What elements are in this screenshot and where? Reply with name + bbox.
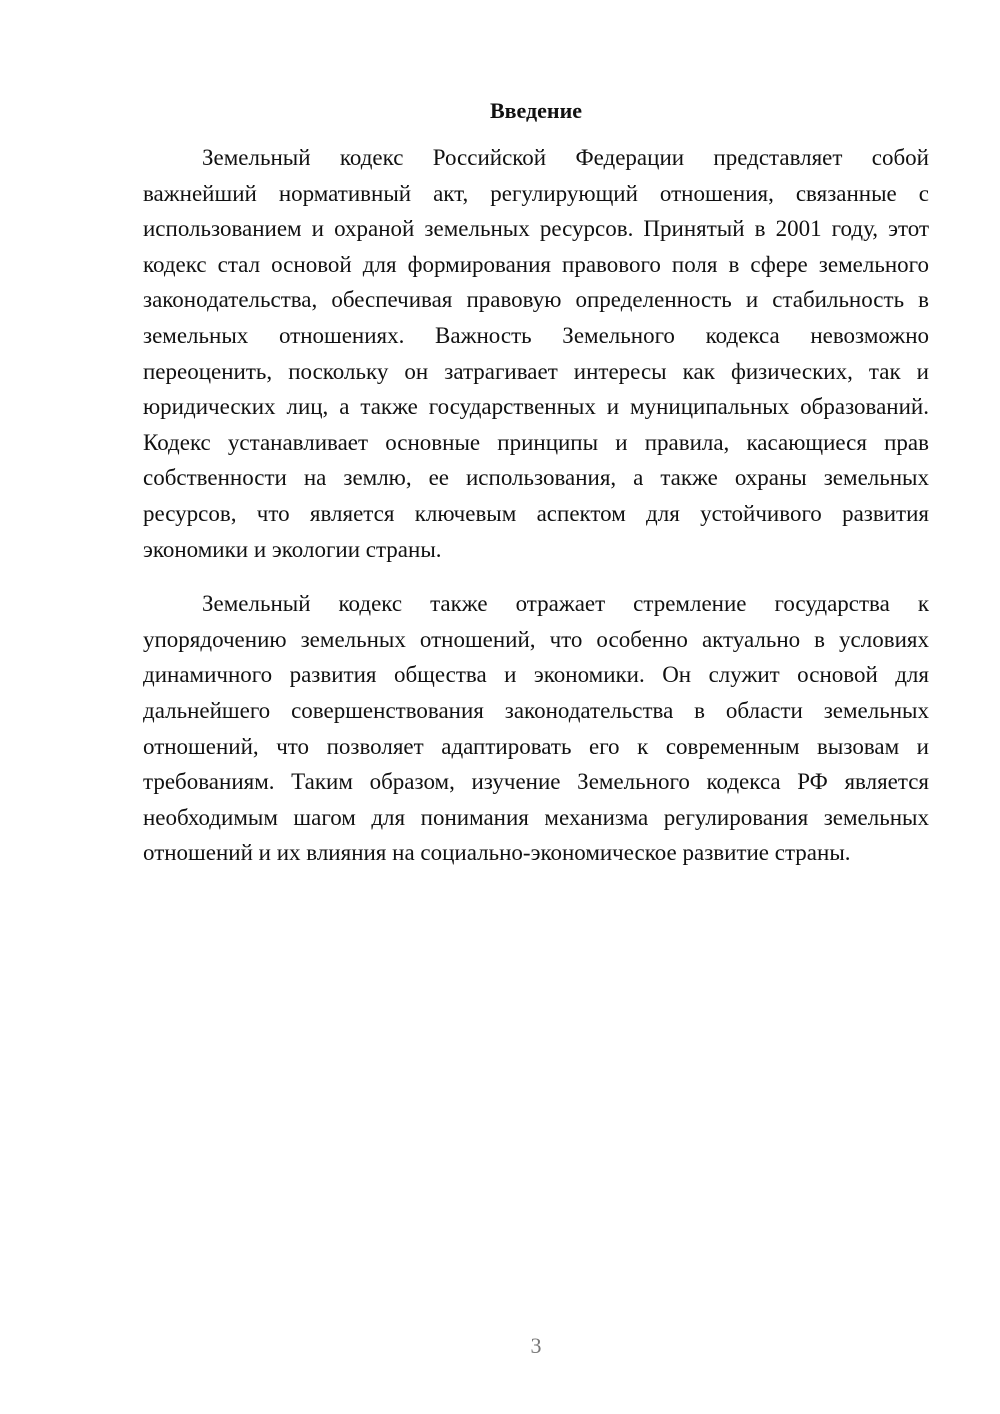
paragraph-2: Земельный кодекс также отражает стремление государства к упорядочению земельных отношений, что особенно актуально в условиях динамичного развития общества и экономики. Он служит основой для дальнейшего совершенствования законодательства в области земельных отношений, что позволяет адаптировать его к современным вызовам и требованиям. Таким образом, изучение Земельного кодекса РФ является необходимым шагом для понимания механизма регулирования земельных отношений и их влияния на социально-экономическое развитие страны. bbox=[143, 591, 929, 866]
page-content bbox=[143, 96, 929, 871]
paragraph-1: Земельный кодекс Российской Федерации представляет собой важнейший нормативный акт, регулирующий отношения, связанные с использованием и охраной земельных ресурсов. Принятый в 2001 году, этот кодекс стал основой для формирования правового поля в сфере земельного законодательства, обеспечивая правовую определенность и стабильность в земельных отношениях. Важность Земельного кодекса невозможно переоценить, поскольку он затрагивает интересы как физических, так и юридических лиц, а также государственных и муниципальных образований. Кодекс устанавливает основные принципы и правила, касающиеся прав собственности на землю, ее использования, а также охраны земельных ресурсов, что является ключевым аспектом для устойчивого развития экономики и экологии страны. bbox=[143, 145, 929, 562]
page-number: 3 bbox=[530, 1333, 542, 1358]
section-title: Введение bbox=[489, 98, 583, 123]
